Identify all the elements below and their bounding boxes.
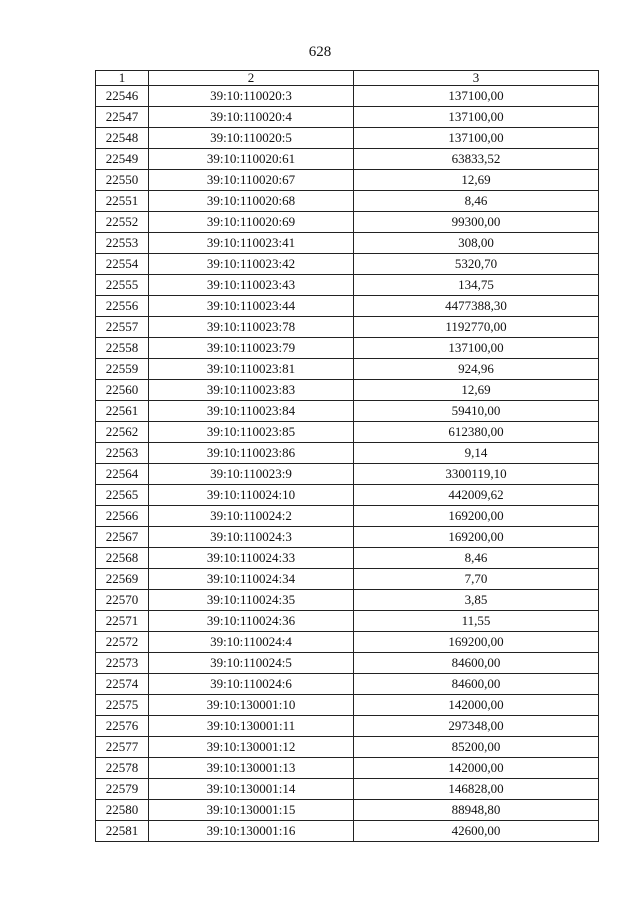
table-row <box>96 275 599 296</box>
table-row <box>96 170 599 191</box>
value-cell: 169200,00 <box>354 506 599 527</box>
value-cell: 63833,52 <box>354 149 599 170</box>
row-number-cell: 22556 <box>96 296 149 317</box>
value-cell: 137100,00 <box>354 338 599 359</box>
row-number-cell: 22566 <box>96 506 149 527</box>
row-number-cell: 22574 <box>96 674 149 695</box>
cadastral-number-cell: 39:10:110024:3 <box>149 527 354 548</box>
cadastral-number-cell: 39:10:130001:13 <box>149 758 354 779</box>
table-row <box>96 86 599 107</box>
table-row <box>96 254 599 275</box>
table-row <box>96 485 599 506</box>
row-number-cell: 22555 <box>96 275 149 296</box>
value-cell: 297348,00 <box>354 716 599 737</box>
row-number-cell: 22564 <box>96 464 149 485</box>
cadastral-number-cell: 39:10:110023:79 <box>149 338 354 359</box>
table-row <box>96 695 599 716</box>
cadastral-number-cell: 39:10:110024:33 <box>149 548 354 569</box>
row-number-cell: 22560 <box>96 380 149 401</box>
cadastral-number-cell: 39:10:110024:5 <box>149 653 354 674</box>
value-cell: 12,69 <box>354 380 599 401</box>
cadastral-number-cell: 39:10:110023:86 <box>149 443 354 464</box>
row-number-cell: 22575 <box>96 695 149 716</box>
row-number-cell: 22561 <box>96 401 149 422</box>
cadastral-number-cell: 39:10:130001:10 <box>149 695 354 716</box>
value-cell: 924,96 <box>354 359 599 380</box>
row-number-cell: 22565 <box>96 485 149 506</box>
row-number-cell: 22568 <box>96 548 149 569</box>
value-cell: 99300,00 <box>354 212 599 233</box>
cadastral-number-cell: 39:10:110020:69 <box>149 212 354 233</box>
value-cell: 169200,00 <box>354 632 599 653</box>
table-row <box>96 821 599 842</box>
header-row <box>96 71 599 86</box>
cadastral-number-cell: 39:10:110023:43 <box>149 275 354 296</box>
cadastral-number-cell: 39:10:110023:9 <box>149 464 354 485</box>
table-row <box>96 737 599 758</box>
value-cell: 308,00 <box>354 233 599 254</box>
table-row <box>96 527 599 548</box>
value-cell: 59410,00 <box>354 401 599 422</box>
cadastral-number-cell: 39:10:110023:78 <box>149 317 354 338</box>
cadastral-number-cell: 39:10:110024:2 <box>149 506 354 527</box>
row-number-cell: 22551 <box>96 191 149 212</box>
cadastral-number-cell: 39:10:110024:35 <box>149 590 354 611</box>
table-row <box>96 233 599 254</box>
header-cell-1: 1 <box>96 71 149 86</box>
registry-table <box>95 70 599 842</box>
value-cell: 4477388,30 <box>354 296 599 317</box>
value-cell: 137100,00 <box>354 107 599 128</box>
table-row <box>96 212 599 233</box>
row-number-cell: 22559 <box>96 359 149 380</box>
table-row <box>96 380 599 401</box>
row-number-cell: 22573 <box>96 653 149 674</box>
table-row <box>96 800 599 821</box>
row-number-cell: 22546 <box>96 86 149 107</box>
cadastral-number-cell: 39:10:110023:81 <box>149 359 354 380</box>
table-row <box>96 422 599 443</box>
cadastral-number-cell: 39:10:110023:84 <box>149 401 354 422</box>
cadastral-number-cell: 39:10:110020:68 <box>149 191 354 212</box>
value-cell: 137100,00 <box>354 128 599 149</box>
table-row <box>96 758 599 779</box>
row-number-cell: 22547 <box>96 107 149 128</box>
row-number-cell: 22567 <box>96 527 149 548</box>
cadastral-number-cell: 39:10:110020:5 <box>149 128 354 149</box>
table-row <box>96 779 599 800</box>
table-row <box>96 296 599 317</box>
cadastral-number-cell: 39:10:110020:4 <box>149 107 354 128</box>
value-cell: 11,55 <box>354 611 599 632</box>
table-row <box>96 149 599 170</box>
cadastral-number-cell: 39:10:110023:85 <box>149 422 354 443</box>
table-row <box>96 359 599 380</box>
value-cell: 7,70 <box>354 569 599 590</box>
cadastral-number-cell: 39:10:110023:83 <box>149 380 354 401</box>
table-row <box>96 338 599 359</box>
table-row <box>96 716 599 737</box>
row-number-cell: 22550 <box>96 170 149 191</box>
row-number-cell: 22577 <box>96 737 149 758</box>
table-row <box>96 506 599 527</box>
row-number-cell: 22579 <box>96 779 149 800</box>
value-cell: 5320,70 <box>354 254 599 275</box>
cadastral-number-cell: 39:10:110020:3 <box>149 86 354 107</box>
cadastral-number-cell: 39:10:110023:44 <box>149 296 354 317</box>
cadastral-number-cell: 39:10:110020:67 <box>149 170 354 191</box>
row-number-cell: 22569 <box>96 569 149 590</box>
cadastral-number-cell: 39:10:130001:11 <box>149 716 354 737</box>
row-number-cell: 22580 <box>96 800 149 821</box>
row-number-cell: 22578 <box>96 758 149 779</box>
cadastral-number-cell: 39:10:130001:14 <box>149 779 354 800</box>
cadastral-number-cell: 39:10:110024:10 <box>149 485 354 506</box>
value-cell: 142000,00 <box>354 758 599 779</box>
header-cell-3: 3 <box>354 71 599 86</box>
row-number-cell: 22570 <box>96 590 149 611</box>
table-row <box>96 548 599 569</box>
value-cell: 1192770,00 <box>354 317 599 338</box>
row-number-cell: 22572 <box>96 632 149 653</box>
row-number-cell: 22549 <box>96 149 149 170</box>
table-row <box>96 107 599 128</box>
row-number-cell: 22576 <box>96 716 149 737</box>
table-row <box>96 317 599 338</box>
cadastral-number-cell: 39:10:110024:6 <box>149 674 354 695</box>
row-number-cell: 22548 <box>96 128 149 149</box>
row-number-cell: 22571 <box>96 611 149 632</box>
table-header <box>96 71 599 86</box>
row-number-cell: 22563 <box>96 443 149 464</box>
cadastral-number-cell: 39:10:110024:34 <box>149 569 354 590</box>
row-number-cell: 22557 <box>96 317 149 338</box>
value-cell: 612380,00 <box>354 422 599 443</box>
header-cell-2: 2 <box>149 71 354 86</box>
value-cell: 42600,00 <box>354 821 599 842</box>
table-row <box>96 443 599 464</box>
cadastral-number-cell: 39:10:110024:4 <box>149 632 354 653</box>
value-cell: 85200,00 <box>354 737 599 758</box>
value-cell: 134,75 <box>354 275 599 296</box>
table-row <box>96 191 599 212</box>
row-number-cell: 22553 <box>96 233 149 254</box>
value-cell: 8,46 <box>354 191 599 212</box>
row-number-cell: 22581 <box>96 821 149 842</box>
value-cell: 8,46 <box>354 548 599 569</box>
value-cell: 442009,62 <box>354 485 599 506</box>
page-number: 628 <box>308 44 332 60</box>
table-row <box>96 653 599 674</box>
table-body <box>96 86 599 842</box>
value-cell: 84600,00 <box>354 653 599 674</box>
table-row <box>96 128 599 149</box>
table-row <box>96 464 599 485</box>
table-row <box>96 590 599 611</box>
value-cell: 9,14 <box>354 443 599 464</box>
table-row <box>96 401 599 422</box>
row-number-cell: 22558 <box>96 338 149 359</box>
row-number-cell: 22554 <box>96 254 149 275</box>
cadastral-number-cell: 39:10:130001:15 <box>149 800 354 821</box>
cadastral-number-cell: 39:10:110023:42 <box>149 254 354 275</box>
value-cell: 146828,00 <box>354 779 599 800</box>
value-cell: 169200,00 <box>354 527 599 548</box>
table-row <box>96 611 599 632</box>
cadastral-number-cell: 39:10:130001:12 <box>149 737 354 758</box>
table-row <box>96 632 599 653</box>
value-cell: 3,85 <box>354 590 599 611</box>
row-number-cell: 22562 <box>96 422 149 443</box>
cadastral-number-cell: 39:10:110024:36 <box>149 611 354 632</box>
table-row <box>96 674 599 695</box>
value-cell: 137100,00 <box>354 86 599 107</box>
cadastral-number-cell: 39:10:110023:41 <box>149 233 354 254</box>
value-cell: 84600,00 <box>354 674 599 695</box>
table-row <box>96 569 599 590</box>
value-cell: 3300119,10 <box>354 464 599 485</box>
cadastral-number-cell: 39:10:110020:61 <box>149 149 354 170</box>
cadastral-number-cell: 39:10:130001:16 <box>149 821 354 842</box>
value-cell: 12,69 <box>354 170 599 191</box>
value-cell: 142000,00 <box>354 695 599 716</box>
row-number-cell: 22552 <box>96 212 149 233</box>
value-cell: 88948,80 <box>354 800 599 821</box>
